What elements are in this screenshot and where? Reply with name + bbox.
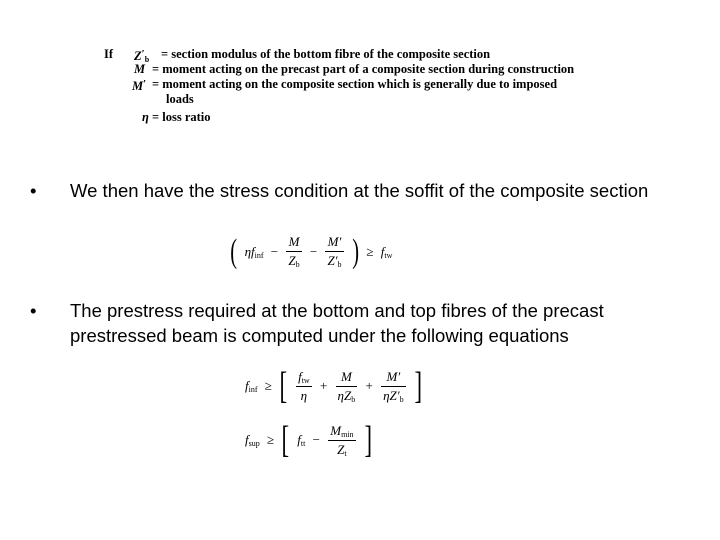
denominator: η bbox=[300, 387, 308, 403]
plus-sign: + bbox=[365, 378, 373, 393]
lhs-term bbox=[245, 432, 260, 448]
definition-text: = section modulus of the bottom fibre of the composite section bbox=[161, 47, 491, 61]
symbol-letter: η bbox=[142, 110, 149, 124]
relation-sign: ≥ bbox=[264, 378, 272, 393]
left-paren: ( bbox=[230, 232, 238, 270]
denominator bbox=[328, 441, 355, 458]
numerator: M′ bbox=[381, 369, 406, 387]
equation-f-sup bbox=[243, 421, 374, 459]
bullet-text: We then have the stress condition at the soffit of the composite section bbox=[70, 180, 649, 201]
term-symbol: f bbox=[297, 432, 301, 447]
denominator bbox=[286, 252, 301, 269]
numerator-symbol: M bbox=[330, 422, 342, 438]
minus-sign: − bbox=[270, 243, 279, 259]
right-bracket: ] bbox=[414, 365, 422, 407]
fraction bbox=[328, 423, 355, 458]
numerator: M′ bbox=[325, 234, 343, 252]
right-bracket: ] bbox=[364, 419, 372, 461]
denominator-symbol: Z bbox=[337, 441, 345, 457]
definition-text: = moment acting on the precast part of a composite section during construction bbox=[152, 62, 575, 76]
right-paren: ) bbox=[352, 232, 359, 270]
fraction bbox=[336, 369, 358, 404]
lhs-subscript: inf bbox=[248, 385, 258, 394]
symbol-prime: ′ bbox=[143, 78, 147, 90]
fraction bbox=[296, 369, 312, 404]
rhs-term bbox=[381, 244, 393, 260]
numerator-subscript: tw bbox=[301, 375, 310, 385]
definition-text: = moment acting on the composite section which is generally due to imposed bbox=[152, 77, 558, 91]
plus-sign: + bbox=[319, 378, 328, 393]
denominator bbox=[336, 387, 358, 404]
denominator-subscript: t bbox=[344, 448, 347, 458]
numerator-subscript: min bbox=[341, 429, 354, 439]
if-label: If bbox=[104, 47, 114, 61]
lhs-subscript: sup bbox=[248, 439, 260, 448]
lhs-symbol: f bbox=[245, 432, 249, 447]
denominator-symbol: Z′ bbox=[327, 253, 338, 268]
symbol-prime: ′ bbox=[141, 48, 145, 60]
denominator-symbol: ηZ bbox=[337, 387, 352, 403]
rhs-subscript: tw bbox=[384, 250, 393, 260]
bullet-text: The prestress required at the bottom and top fibres of the precast prestressed beam is computed under the following equations bbox=[70, 300, 604, 346]
denominator bbox=[381, 387, 406, 404]
symbol-subscript: b bbox=[144, 55, 150, 64]
symbol-letter: Z bbox=[134, 49, 142, 63]
numerator bbox=[296, 369, 312, 387]
numerator: M bbox=[286, 234, 301, 252]
lhs-symbol: f bbox=[245, 378, 249, 393]
bullet-dot: • bbox=[30, 180, 37, 201]
relation-sign: ≥ bbox=[366, 243, 374, 259]
denominator-subscript: b bbox=[351, 394, 356, 404]
rhs-symbol: f bbox=[380, 243, 385, 259]
minus-sign: − bbox=[312, 432, 320, 447]
term-symbol: ηf bbox=[244, 243, 255, 259]
relation-sign: ≥ bbox=[267, 432, 275, 447]
term bbox=[245, 244, 264, 260]
numerator-symbol: f bbox=[298, 368, 302, 384]
denominator-subscript: b bbox=[399, 394, 404, 404]
equation-stress-condition bbox=[228, 234, 394, 269]
definition-text: = loss ratio bbox=[152, 110, 211, 124]
equation-f-inf bbox=[243, 367, 425, 405]
lhs-term bbox=[245, 378, 258, 394]
term-subscript: inf bbox=[254, 250, 264, 260]
term-subscript: tt bbox=[300, 439, 306, 448]
fraction bbox=[381, 369, 406, 404]
denominator-symbol: ηZ′ bbox=[383, 387, 400, 403]
denominator-subscript: b bbox=[295, 260, 300, 269]
definition-continuation: loads bbox=[166, 92, 194, 106]
denominator-subscript: b bbox=[337, 260, 342, 269]
denominator-symbol: Z bbox=[288, 253, 296, 268]
numerator bbox=[328, 423, 355, 441]
symbol-letter: M bbox=[134, 62, 146, 76]
fraction bbox=[325, 234, 343, 269]
bullet-dot: • bbox=[30, 300, 37, 321]
left-bracket: [ bbox=[279, 365, 288, 407]
minus-sign: − bbox=[309, 243, 318, 259]
numerator: M bbox=[336, 369, 358, 387]
term bbox=[297, 432, 305, 448]
symbol-letter: M bbox=[132, 79, 144, 93]
denominator bbox=[325, 252, 343, 269]
left-bracket: [ bbox=[281, 419, 290, 461]
fraction bbox=[286, 234, 301, 269]
